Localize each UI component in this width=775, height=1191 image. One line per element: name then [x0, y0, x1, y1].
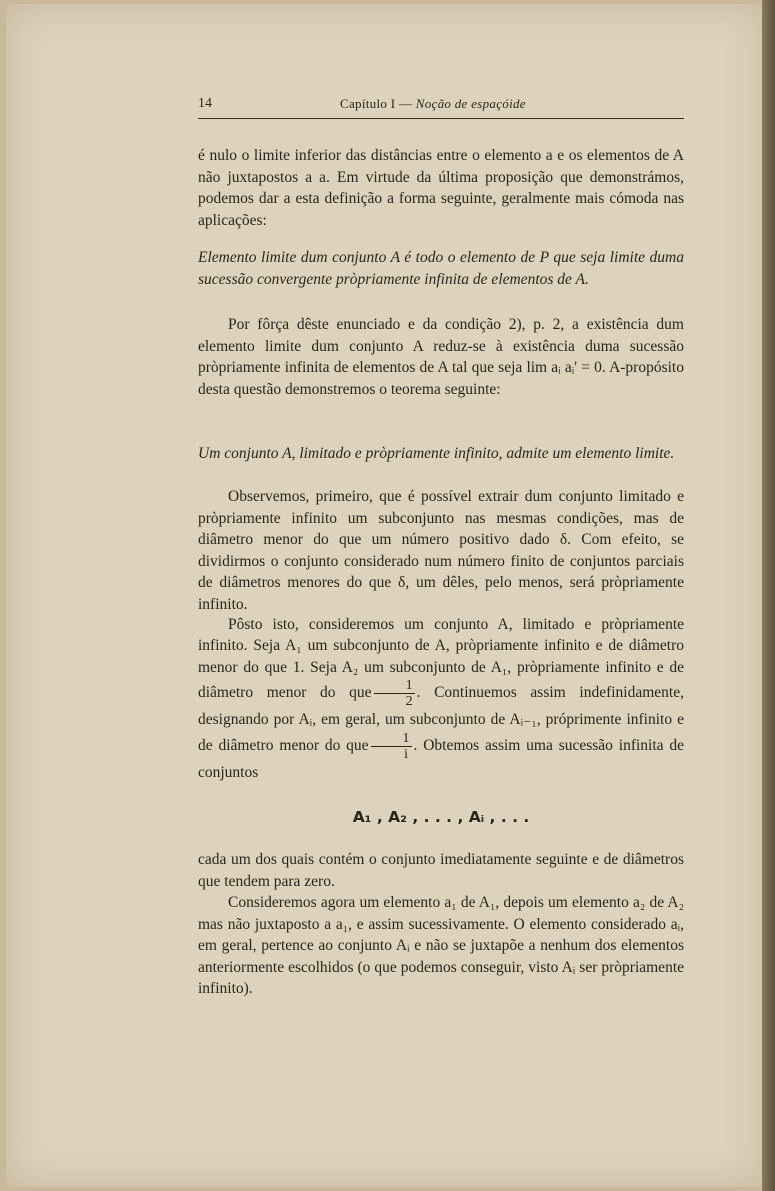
- page-number: 14: [198, 96, 212, 111]
- frac1-den: 2: [405, 694, 413, 710]
- paragraph-4a: Pôsto isto, consideremos um conjunto A, limitado e pròpriamente infinito. Seja A₁ um subconjunto de A, pròpriamente infinito e de diâmetro menor do que 1. Seja A₂ um subconjunto de A₁, pròpriamente infinito e de diâmetro menor do que: [198, 616, 684, 702]
- paragraph-1: é nulo o limite inferior das distâncias entre o elemento a e os elementos de A não juxtapostos a a. Em virtude da última proposição que demonstrámos, podemos dar a esta definição a forma seguinte, geralmente mais cómoda nas aplicações:: [198, 147, 684, 229]
- theorem: [198, 443, 684, 465]
- paragraph-4: [198, 614, 684, 783]
- theorem-text: Um conjunto A, limitado e pròpriamente infinito, admite um elemento limite.: [198, 445, 675, 462]
- running-header: [198, 96, 684, 119]
- paragraph-5: cada um dos quais contém o conjunto imediatamente seguinte e de diâmetros que tendem para zero.: [198, 851, 684, 890]
- sequence-display: A₁ , A₂ , . . . , Aᵢ , . . .: [352, 808, 530, 826]
- page-edge: [762, 0, 775, 1191]
- paragraph-6: Consideremos agora um elemento a₁ de A₁, depois um elemento a₂ de A₂ mas não juxtaposto a a₁, e assim sucessivamente. O elemento considerado aᵢ, em geral, pertence ao conjunto Aᵢ e não se juxtapõe a nenhum dos elementos anteriormente escolhidos (o que podemos conseguir, visto Aᵢ ser pròpriamente infinito).: [198, 894, 684, 998]
- chapter-title: Noção de espaçóide: [415, 96, 526, 111]
- paragraph-4b: . Continuemos assim indefinidamente, designando por Aᵢ, em geral, um subconjunto de Aᵢ₋₁, próprimente infinito e de diâmetro menor do que: [198, 684, 684, 754]
- frac2-den: i: [404, 746, 408, 762]
- chapter-label: Capítulo I —: [340, 96, 416, 111]
- definition: [198, 247, 684, 290]
- chapter-heading: [340, 96, 526, 112]
- paragraph-3: Observemos, primeiro, que é possível extrair dum conjunto limitado e pròpriamente infinito um subconjunto nas mesmas condições, mas de diâmetro menor do que um número positivo dado δ. Com efeito, se dividirmos o conjunto considerado num número finito de conjuntos parciais de diâmetros menores do que δ, um dêles, pelo menos, será pròpriamente infinito.: [198, 488, 684, 613]
- paragraph-4c: . Obtemos assim uma sucessão infinita de conjuntos: [198, 736, 684, 781]
- frac2-num: 1: [371, 731, 412, 747]
- fraction-one-half: [374, 678, 415, 709]
- frac1-num: 1: [374, 678, 415, 694]
- fraction-one-over-i: [371, 731, 412, 762]
- definition-text: Elemento limite dum conjunto A é todo o elemento de P que seja limite duma sucessão convergente pròpriamente infinita de elementos de A.: [198, 249, 684, 288]
- paragraph-2: Por fôrça dêste enunciado e da condição 2), p. 2, a existência dum elemento limite dum conjunto A reduz-se à existência duma sucessão pròpriamente infinita de elementos de A tal que seja lim aᵢ aᵢ' = 0. A-propósito desta questão demonstremos o teorema seguinte:: [198, 316, 684, 398]
